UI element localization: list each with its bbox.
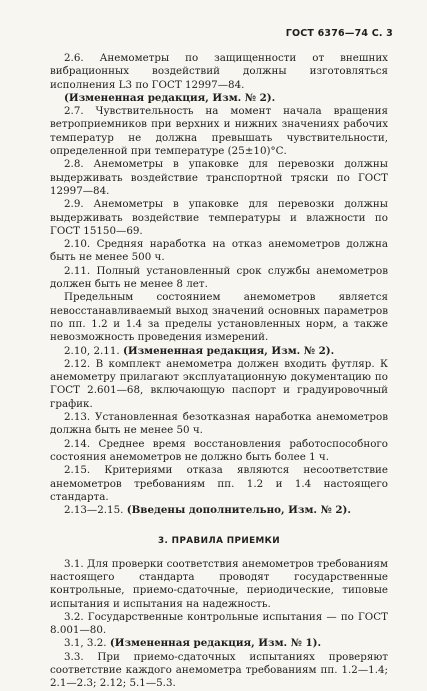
note-prefix: 2.10, 2.11. (64, 344, 120, 357)
note-prefix: 2.13—2.15. (64, 504, 124, 517)
paragraph-2-14: 2.14. Среднее время восстановления работоспособного состояния анемометров не должно быть более 1 ч. (50, 437, 388, 463)
paragraph-3-2: 3.2. Государственные контрольные испытания — по ГОСТ 8.001—80. (50, 610, 388, 637)
paragraph-2-6: 2.6. Анемометры по защищенности от внешних вибрационных воздействий должны изготовляться исполнения L3 по ГОСТ 12997—84. (50, 52, 388, 91)
note-text: (Введены дополнительно, Изм. № 2). (126, 504, 351, 517)
paragraph-2-11-limit-state: Предельным состоянием анемометров является невосстанавливаемый выход значений основных параметров по пп. 1.2 и 1.4 за пределы установленных норм, а также невозможность проведения измерений. (50, 291, 388, 344)
paragraph-2-12: 2.12. В комплект анемометра должен входить футляр. К анемометру прилагают эксплуатационную документацию по ГОСТ 2.601—68, включающую паспорт и градуировочный график. (50, 357, 388, 410)
document-body (50, 52, 388, 691)
paragraph-3-3: 3.3. При приемо-сдаточных испытаниях проверяют соответствие каждого анемометра требованиям пп. 1.2—1.4; 2.1—2.3; 2.12; 5.1—5.3. (50, 650, 388, 690)
amendment-note-3-1-3-2 (50, 637, 388, 650)
paragraph-2-9: 2.9. Анемометры в упаковке для перевозки должны выдерживать воздействие температуры и влажности по ГОСТ 15150—69. (50, 198, 388, 237)
section-heading: 3. ПРАВИЛА ПРИЕМКИ (157, 536, 281, 547)
page-header: ГОСТ 6376—74 С. 3 (285, 28, 393, 39)
note-text: (Измененная редакция, Изм. № 1). (109, 637, 322, 650)
paragraph-2-7: 2.7. Чувствительность на момент начала вращения ветроприемников при верхних и нижних значениях рабочих температур не должна превышать чувствительности, определенной при температуре (25±10)°С. (50, 105, 388, 158)
note-text: (Измененная редакция, Изм. № 2). (122, 344, 335, 357)
paragraph-2-11: 2.11. Полный установленный срок службы анемометров должен быть не менее 8 лет. (50, 264, 388, 291)
amendment-note-2-10-2-11 (50, 345, 388, 358)
paragraph-2-15: 2.15. Критериями отказа являются несоответствие анемометров требованиям пп. 1.2 и 1.4 настоящего стандарта. (50, 464, 388, 503)
note-prefix: 3.1, 3.2. (64, 637, 107, 650)
amendment-note-2-13-2-15 (50, 504, 388, 517)
paragraph-2-13: 2.13. Установленная безотказная наработка анемометров должна быть не менее 50 ч. (50, 411, 388, 437)
paragraph-2-8: 2.8. Анемометры в упаковке для перевозки должны выдерживать воздействие транспортной тряски по ГОСТ 12997—84. (50, 158, 388, 197)
paragraph-3-1: 3.1. Для проверки соответствия анемометров требованиям настоящего стандарта проводят государственные контрольные, приемо-сдаточные, периодические, типовые испытания и испытания на надежность. (50, 557, 388, 610)
amendment-note-2-6: (Измененная редакция, Изм. № 2). (64, 91, 276, 104)
paragraph-2-10: 2.10. Средняя наработка на отказ анемометров должна быть не менее 500 ч. (50, 238, 388, 264)
section-spacer (50, 517, 388, 527)
